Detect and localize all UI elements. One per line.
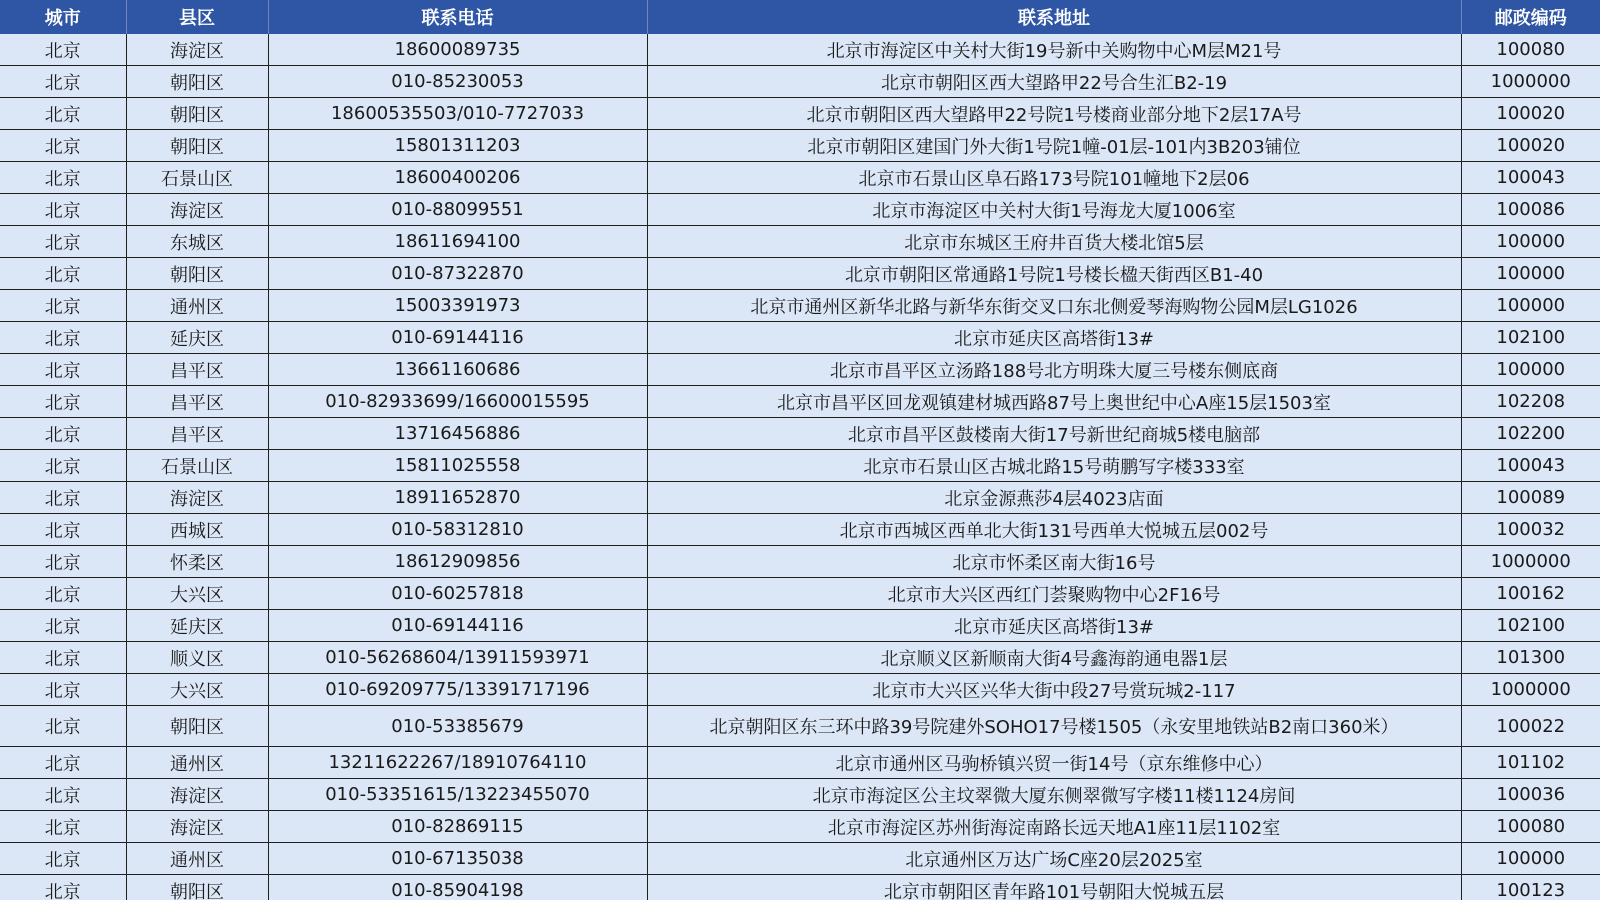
cell-phone[interactable]: 13211622267/18910764110 <box>268 747 647 779</box>
cell-district[interactable]: 怀柔区 <box>126 546 268 578</box>
cell-address[interactable]: 北京市朝阳区西大望路甲22号院1号楼商业部分地下2层17A号 <box>647 98 1461 130</box>
table-row <box>0 546 1600 578</box>
table-row <box>0 514 1600 546</box>
cell-city[interactable]: 北京 <box>0 386 126 418</box>
cell-zip[interactable]: 100000 <box>1461 258 1600 290</box>
table-row <box>0 450 1600 482</box>
cell-district[interactable]: 石景山区 <box>126 162 268 194</box>
cell-district[interactable]: 大兴区 <box>126 674 268 706</box>
cell-district[interactable]: 昌平区 <box>126 386 268 418</box>
table-row <box>0 258 1600 290</box>
cell-city[interactable]: 北京 <box>0 674 126 706</box>
cell-district[interactable]: 朝阳区 <box>126 98 268 130</box>
cell-city[interactable]: 北京 <box>0 162 126 194</box>
header-district[interactable]: 县区 <box>126 0 268 34</box>
cell-district[interactable]: 通州区 <box>126 747 268 779</box>
cell-city[interactable]: 北京 <box>0 843 126 875</box>
cell-address[interactable]: 北京金源燕莎4层4023店面 <box>647 482 1461 514</box>
cell-zip[interactable]: 100123 <box>1461 875 1600 900</box>
cell-phone[interactable]: 18612909856 <box>268 546 647 578</box>
table-row <box>0 98 1600 130</box>
cell-district[interactable]: 西城区 <box>126 514 268 546</box>
cell-phone[interactable]: 010-56268604/13911593971 <box>268 642 647 674</box>
header-row <box>0 0 1600 34</box>
cell-zip[interactable]: 100020 <box>1461 130 1600 162</box>
cell-city[interactable]: 北京 <box>0 811 126 843</box>
cell-district[interactable]: 海淀区 <box>126 779 268 811</box>
cell-address[interactable]: 北京市朝阳区建国门外大街1号院1幢-01层-101内3B203铺位 <box>647 130 1461 162</box>
cell-address[interactable]: 北京市海淀区公主坟翠微大厦东侧翠微写字楼11楼1124房间 <box>647 779 1461 811</box>
table-row <box>0 843 1600 875</box>
cell-city[interactable]: 北京 <box>0 66 126 98</box>
cell-phone[interactable]: 010-69144116 <box>268 610 647 642</box>
cell-phone[interactable]: 010-82869115 <box>268 811 647 843</box>
cell-phone[interactable]: 18600535503/010-7727033 <box>268 98 647 130</box>
cell-district[interactable]: 海淀区 <box>126 811 268 843</box>
cell-address[interactable]: 北京市怀柔区南大街16号 <box>647 546 1461 578</box>
cell-address[interactable]: 北京市延庆区高塔街13# <box>647 610 1461 642</box>
table-row <box>0 747 1600 779</box>
cell-zip[interactable]: 101102 <box>1461 747 1600 779</box>
table-row <box>0 66 1600 98</box>
cell-address[interactable]: 北京市通州区马驹桥镇兴贸一街14号（京东维修中心） <box>647 747 1461 779</box>
table-row <box>0 130 1600 162</box>
table-row <box>0 875 1600 900</box>
table-row <box>0 674 1600 706</box>
table-row <box>0 578 1600 610</box>
cell-district[interactable]: 海淀区 <box>126 482 268 514</box>
cell-address[interactable]: 北京市大兴区西红门荟聚购物中心2F16号 <box>647 578 1461 610</box>
cell-address[interactable]: 北京朝阳区东三环中路39号院建外SOHO17号楼1505（永安里地铁站B2南口360米） <box>647 706 1461 747</box>
cell-district[interactable]: 朝阳区 <box>126 66 268 98</box>
cell-zip[interactable]: 100162 <box>1461 578 1600 610</box>
cell-address[interactable]: 北京市西城区西单北大街131号西单大悦城五层002号 <box>647 514 1461 546</box>
cell-zip[interactable]: 100080 <box>1461 811 1600 843</box>
cell-city[interactable]: 北京 <box>0 258 126 290</box>
cell-district[interactable]: 海淀区 <box>126 34 268 66</box>
cell-phone[interactable]: 010-82933699/16600015595 <box>268 386 647 418</box>
cell-city[interactable]: 北京 <box>0 194 126 226</box>
cell-address[interactable]: 北京市昌平区立汤路188号北方明珠大厦三号楼东侧底商 <box>647 354 1461 386</box>
cell-zip[interactable]: 100089 <box>1461 482 1600 514</box>
cell-zip[interactable]: 100020 <box>1461 98 1600 130</box>
cell-zip[interactable]: 102200 <box>1461 418 1600 450</box>
cell-address[interactable]: 北京市石景山区阜石路173号院101幢地下2层06 <box>647 162 1461 194</box>
header-phone[interactable]: 联系电话 <box>268 0 647 34</box>
cell-city[interactable]: 北京 <box>0 98 126 130</box>
table-row <box>0 354 1600 386</box>
table-row <box>0 706 1600 747</box>
cell-zip[interactable]: 100080 <box>1461 34 1600 66</box>
cell-zip[interactable]: 102100 <box>1461 610 1600 642</box>
cell-address[interactable]: 北京市海淀区中关村大街19号新中关购物中心M层M21号 <box>647 34 1461 66</box>
cell-district[interactable]: 顺义区 <box>126 642 268 674</box>
cell-phone[interactable]: 15811025558 <box>268 450 647 482</box>
cell-phone[interactable]: 18611694100 <box>268 226 647 258</box>
cell-city[interactable]: 北京 <box>0 747 126 779</box>
header-zip[interactable]: 邮政编码 <box>1494 8 1567 29</box>
table-row <box>0 779 1600 811</box>
cell-city[interactable]: 北京 <box>0 34 126 66</box>
cell-city[interactable]: 北京 <box>0 130 126 162</box>
cell-address[interactable]: 北京市延庆区高塔街13# <box>647 322 1461 354</box>
cell-zip[interactable]: 100036 <box>1461 779 1600 811</box>
table-row <box>0 226 1600 258</box>
cell-city[interactable]: 北京 <box>0 578 126 610</box>
table-row <box>0 322 1600 354</box>
cell-city[interactable]: 北京 <box>0 418 126 450</box>
cell-city[interactable]: 北京 <box>0 642 126 674</box>
cell-district[interactable]: 通州区 <box>126 290 268 322</box>
table-row <box>0 610 1600 642</box>
table-row <box>0 290 1600 322</box>
cell-phone[interactable]: 010-60257818 <box>268 578 647 610</box>
cell-city[interactable]: 北京 <box>0 779 126 811</box>
table-row <box>0 418 1600 450</box>
cell-district[interactable]: 昌平区 <box>126 418 268 450</box>
cell-phone[interactable]: 15003391973 <box>268 290 647 322</box>
cell-city[interactable]: 北京 <box>0 875 126 900</box>
cell-district[interactable]: 延庆区 <box>126 610 268 642</box>
cell-zip[interactable]: 1000000 <box>1461 66 1600 98</box>
table-row <box>0 162 1600 194</box>
cell-phone[interactable]: 010-88099551 <box>268 194 647 226</box>
table-row <box>0 386 1600 418</box>
cell-phone[interactable]: 18600400206 <box>268 162 647 194</box>
cell-zip[interactable]: 100086 <box>1461 194 1600 226</box>
cell-district[interactable]: 大兴区 <box>126 578 268 610</box>
cell-district[interactable]: 昌平区 <box>126 354 268 386</box>
cell-city[interactable]: 北京 <box>0 290 126 322</box>
cell-zip[interactable]: 102100 <box>1461 322 1600 354</box>
cell-zip[interactable]: 100043 <box>1461 450 1600 482</box>
cell-address[interactable]: 北京市大兴区兴华大街中段27号赏玩城2-117 <box>647 674 1461 706</box>
cell-address[interactable]: 北京市通州区新华北路与新华东街交叉口东北侧爱琴海购物公园M层LG1026 <box>647 290 1461 322</box>
cell-phone[interactable]: 010-85904198 <box>268 875 647 900</box>
cell-district[interactable]: 通州区 <box>126 843 268 875</box>
cell-phone[interactable]: 010-85230053 <box>268 66 647 98</box>
cell-address[interactable]: 北京市东城区王府井百货大楼北馆5层 <box>647 226 1461 258</box>
cell-phone[interactable]: 13716456886 <box>268 418 647 450</box>
cell-zip[interactable]: 100032 <box>1461 514 1600 546</box>
cell-address[interactable]: 北京市海淀区中关村大街1号海龙大厦1006室 <box>647 194 1461 226</box>
cell-address[interactable]: 北京市朝阳区常通路1号院1号楼长楹天街西区B1-40 <box>647 258 1461 290</box>
cell-address[interactable]: 北京市石景山区古城北路15号萌鹏写字楼333室 <box>647 450 1461 482</box>
cell-address[interactable]: 北京市昌平区鼓楼南大街17号新世纪商城5楼电脑部 <box>647 418 1461 450</box>
cell-zip[interactable]: 100000 <box>1461 843 1600 875</box>
cell-address[interactable]: 北京顺义区新顺南大街4号鑫海韵通电器1层 <box>647 642 1461 674</box>
cell-phone[interactable]: 010-67135038 <box>268 843 647 875</box>
cell-district[interactable]: 朝阳区 <box>126 875 268 900</box>
cell-district[interactable]: 朝阳区 <box>126 258 268 290</box>
cell-city[interactable]: 北京 <box>0 610 126 642</box>
cell-zip[interactable]: 1000000 <box>1461 546 1600 578</box>
cell-city[interactable]: 北京 <box>0 354 126 386</box>
cell-district[interactable]: 东城区 <box>126 226 268 258</box>
cell-zip[interactable]: 100000 <box>1461 354 1600 386</box>
cell-city[interactable]: 北京 <box>0 450 126 482</box>
cell-address[interactable]: 北京市朝阳区青年路101号朝阳大悦城五层 <box>647 875 1461 900</box>
cell-zip[interactable]: 100000 <box>1461 226 1600 258</box>
cell-phone[interactable]: 13661160686 <box>268 354 647 386</box>
cell-zip[interactable]: 1000000 <box>1461 674 1600 706</box>
cell-phone[interactable]: 15801311203 <box>268 130 647 162</box>
cell-city[interactable]: 北京 <box>0 706 126 747</box>
cell-phone[interactable]: 18600089735 <box>268 34 647 66</box>
cell-zip[interactable]: 100043 <box>1461 162 1600 194</box>
cell-phone[interactable]: 010-53385679 <box>268 706 647 747</box>
cell-zip[interactable]: 101300 <box>1461 642 1600 674</box>
table-row <box>0 482 1600 514</box>
cell-district[interactable]: 石景山区 <box>126 450 268 482</box>
cell-city[interactable]: 北京 <box>0 482 126 514</box>
cell-district[interactable]: 朝阳区 <box>126 130 268 162</box>
cell-phone[interactable]: 010-58312810 <box>268 514 647 546</box>
table-row <box>0 194 1600 226</box>
table-row <box>0 34 1600 66</box>
header-address[interactable]: 联系地址 <box>647 0 1461 34</box>
cell-district[interactable]: 延庆区 <box>126 322 268 354</box>
cell-phone[interactable]: 18911652870 <box>268 482 647 514</box>
cell-city[interactable]: 北京 <box>0 226 126 258</box>
table-row <box>0 811 1600 843</box>
cell-phone[interactable]: 010-87322870 <box>268 258 647 290</box>
cell-phone[interactable]: 010-69144116 <box>268 322 647 354</box>
cell-address[interactable]: 北京市朝阳区西大望路甲22号合生汇B2-19 <box>647 66 1461 98</box>
cell-city[interactable]: 北京 <box>0 546 126 578</box>
cell-zip[interactable]: 100022 <box>1461 706 1600 747</box>
cell-city[interactable]: 北京 <box>0 514 126 546</box>
cell-phone[interactable]: 010-69209775/13391717196 <box>268 674 647 706</box>
table-row <box>0 642 1600 674</box>
table-body <box>0 34 1600 900</box>
cell-address[interactable]: 北京市昌平区回龙观镇建材城西路87号上奥世纪中心A座15层1503室 <box>647 386 1461 418</box>
header-city[interactable]: 城市 <box>0 0 126 34</box>
cell-zip[interactable]: 102208 <box>1461 386 1600 418</box>
cell-district[interactable]: 朝阳区 <box>126 706 268 747</box>
cell-city[interactable]: 北京 <box>0 322 126 354</box>
cell-address[interactable]: 北京市海淀区苏州街海淀南路长远天地A1座11层1102室 <box>647 811 1461 843</box>
cell-phone[interactable]: 010-53351615/13223455070 <box>268 779 647 811</box>
cell-district[interactable]: 海淀区 <box>126 194 268 226</box>
cell-zip[interactable]: 100000 <box>1461 290 1600 322</box>
table-header <box>0 0 1600 34</box>
cell-address[interactable]: 北京通州区万达广场C座20层2025室 <box>647 843 1461 875</box>
